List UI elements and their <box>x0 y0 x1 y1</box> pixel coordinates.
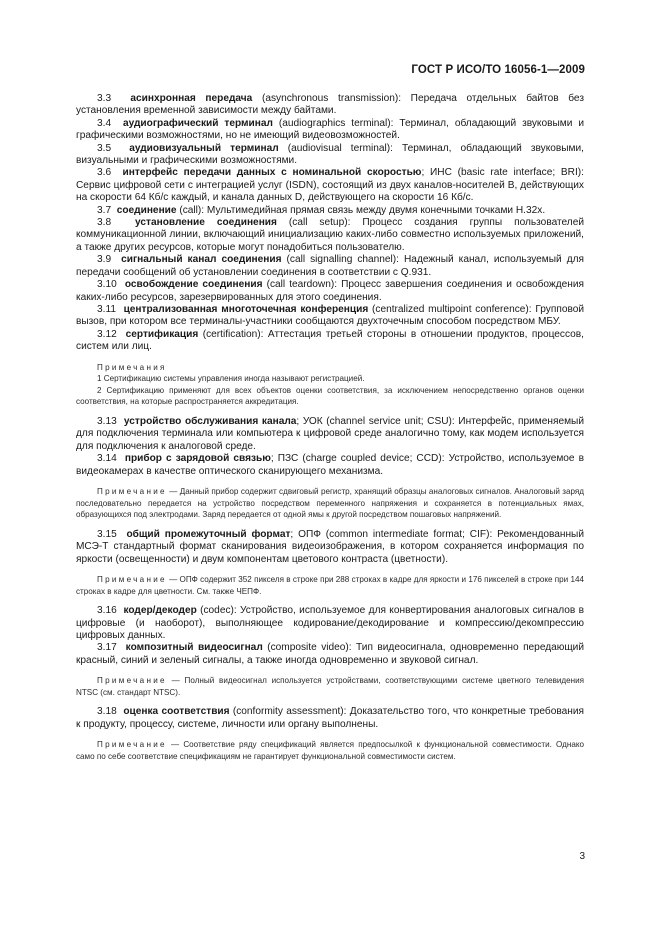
term-entry: 3.5 аудиовизуальный терминал (audiovisual terminal): Терминал, обладающий звуковыми, визуальными и графическими возможностями. <box>76 142 584 167</box>
term: общий промежуточный формат <box>126 528 291 540</box>
page-number: 3 <box>579 851 585 862</box>
note-text: Примечание — Соответствие ряду спецификаций является предпосылкой к функциональной совместимости. Однако само по себе соответствие спецификациям не гарантирует функциональной совместимости систем. <box>76 740 584 761</box>
term-entry: 3.7 соединение (call): Мультимедийная прямая связь между двумя конечными точками H.32x. <box>97 204 546 216</box>
note-label: Примечание <box>97 676 167 686</box>
term-entry: 3.10 освобождение соединения (call teardown): Процесс завершения соединения и освобождения каких-либо ресурсов, зарезервированных для этого соединения. <box>76 279 584 303</box>
term: прибор с зарядовой связью <box>124 453 271 465</box>
term: сертификация <box>125 328 199 340</box>
term: кодер/декодер <box>123 605 197 617</box>
note-item: 1 Сертификацию системы управления иногда называют регистрацией. <box>97 374 365 384</box>
term-entry: 3.9 сигнальный канал соединения (call signalling channel): Надежный канал, используемый для передачи сообщений об установлении соединения в соответствии с Q.931. <box>76 254 584 278</box>
note-block <box>76 574 584 597</box>
term: соединение <box>116 204 177 216</box>
note-block <box>76 675 584 698</box>
term: интерфейс передачи данных с номинальной скоростью <box>122 167 422 179</box>
term-entry: 3.15 общий промежуточный формат; ОПФ (common intermediate format; CIF): Рекомендованный МСЭ-Т стандартный формат сканирования видеоизображения, в котором сохраняется информация по яркости (освещенности) и двум компонентам цветового контраста (цветности). <box>76 528 584 565</box>
term-entry: 3.3 асинхронная передача (asynchronous transmission): Передача отдельных байтов без установления временной зависимости между байтами. <box>76 93 584 117</box>
note-item: 2 Сертификацию применяют для всех объектов оценки соответствия, за исключением непосредственно органов оценки соответствия, на которые распространяется аккредитация. <box>76 385 584 407</box>
term: освобождение соединения <box>124 279 263 291</box>
term-entry: 3.8 установление соединения (call setup): Процесс создания группы пользователей коммуникационной линии, включающий инициализацию каких-либо совместно используемых приложений, а также других ресурсов, которые могут понадобиться пользователю. <box>76 217 585 253</box>
note-block <box>76 739 584 762</box>
term: централизованная многоточечная конференция <box>123 303 369 315</box>
note-block <box>76 486 584 521</box>
term-entry: 3.17 композитный видеосигнал (composite video): Тип видеосигнала, одновременно передающий красный, синий и зеленый сигналы, а также иногда одновременно и звуковой сигнал. <box>76 642 584 666</box>
note-label: Примечание <box>97 740 167 750</box>
note-text: Примечание — Данный прибор содержит сдвиговый регистр, хранящий образцы аналоговых сигналов. Аналоговый заряд последовательно передается на устройство посредством переменного напряжения и сохраняется в потенциальных ямах, образующихся под электродами. Заряд передается от одной ямы к другой посредством пошаговых напряжений. <box>76 486 584 520</box>
term: установление соединения <box>135 217 277 229</box>
note-label: Примечание <box>97 574 167 584</box>
term: асинхронная передача <box>130 93 253 104</box>
term: сигнальный канал соединения <box>121 254 282 266</box>
term-entry: 3.16 кодер/декодер (codec): Устройство, используемое для конвертирования аналоговых сигналов в цифровые (и наоборот), выполняющее кодирование/декодирование и компрессию/декомпрессию цифровых данных. <box>76 605 584 641</box>
term-entry: 3.14 прибор с зарядовой связью; ПЗС (charge coupled device; CCD): Устройство, используемое в видеокамерах в качестве оптического сканирующего механизма. <box>76 453 584 477</box>
note-heading: Примечания <box>97 362 167 372</box>
term: аудиографический терминал <box>122 117 273 129</box>
note-text: Примечание — Полный видеосигнал используется устройствами, соответствующими системе цветного телевидения NTSC (см. стандарт NTSC). <box>76 676 584 697</box>
note-text: Примечание — ОПФ содержит 352 пикселя в строке при 288 строках в кадре для яркости и 176 пикселей в строке при 144 строках в кадре для цветности. См. также ЧЕПФ. <box>76 574 584 596</box>
term-entry: 3.4 аудиографический терминал (audiographics terminal): Терминал, обладающий звуковыми и графическими возможностями, но не имеющий видеовозможностей. <box>76 117 584 142</box>
note-label: Примечание <box>97 486 167 496</box>
term: композитный видеосигнал <box>125 642 263 654</box>
term: аудиовизуальный терминал <box>129 142 279 154</box>
document-header: ГОСТ Р ИСО/ТО 16056-1—2009 <box>411 64 585 76</box>
term-entry: 3.11 централизованная многоточечная конференция (centralized multipoint conference): Групповой вызов, при котором все терминалы-участники сообщаются двухточечным способом посредством МБУ. <box>76 303 585 328</box>
term-entry: 3.18 оценка соответствия (conformity assessment): Доказательство того, что конкретные требования к продукту, процессу, системе, личности или органу выполнены. <box>76 706 584 730</box>
term: устройство обслуживания канала <box>123 415 297 427</box>
document-body <box>76 93 584 770</box>
term-entry: 3.12 сертификация (certification): Аттестация третьей стороны в отношении продуктов, процессов, систем или лиц. <box>76 328 584 353</box>
term-entry: 3.6 интерфейс передачи данных с номинальной скоростью; ИНС (basic rate interface; BRI): Сервис цифровой сети с интеграцией услуг (ISDN), состоящий из двух каналов-носителей B, действующих на скорости 64 Кб/с каждый, и канала данных D, действующего на скорости 16 Кб/с. <box>76 167 584 204</box>
note-block <box>76 362 584 408</box>
term: оценка соответствия <box>123 706 230 718</box>
term-entry: 3.13 устройство обслуживания канала; УОК (channel service unit; CSU): Интерфейс, применяемый для подключения терминала или компьютера к цифровой среде аналогично тому, как модем используется для подключения к аналоговой среде. <box>76 415 584 452</box>
